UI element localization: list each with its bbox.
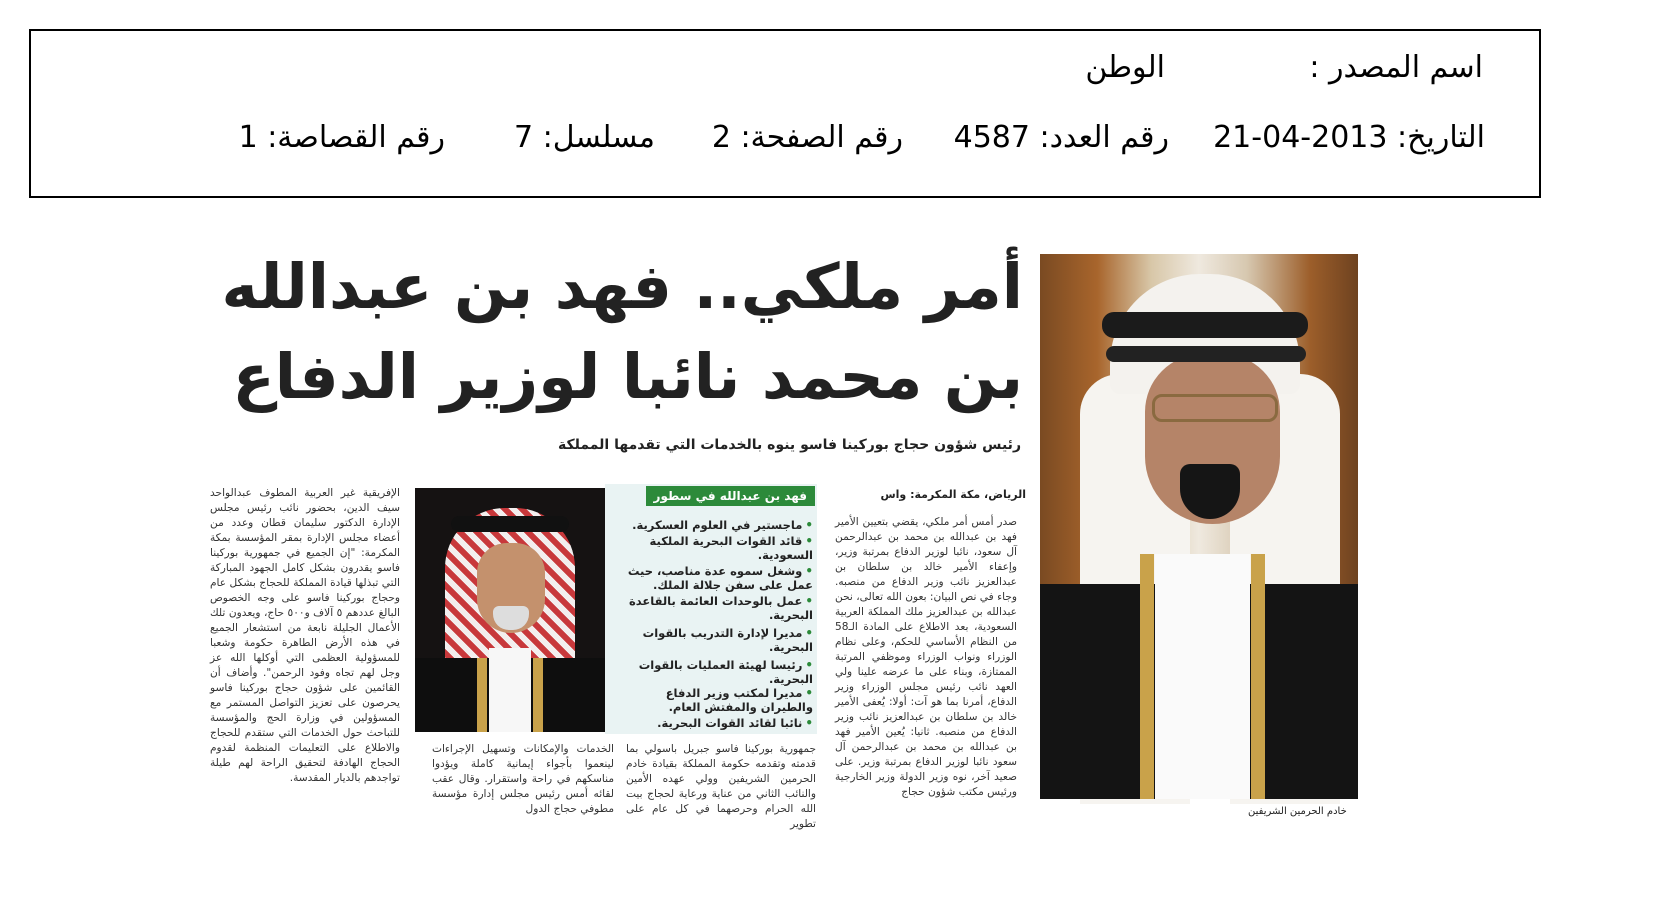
sidebar-item: •وشغل سموه عدة مناصب، حيث عمل على سفن جلالة الملك. [627,564,813,592]
subheadline: رئيس شؤون حجاج بوركينا فاسو ينوه بالخدمات التي تقدمها المملكة [558,437,1021,453]
sidebar-item: •مديرا لإدارة التدريب بالقوات البحرية. [642,626,813,654]
source-value: الوطن [1085,50,1165,85]
dateline: الرياض، مكة المكرمة: واس [880,488,1026,501]
sidebar-item: •رئيسا لهيئة العمليات بالقوات البحرية. [638,658,813,686]
sidebar-item: •ماجستير في العلوم العسكرية. [632,518,813,532]
bio-sidebar [605,484,817,734]
date-label: التاريخ: 2013-04-21 [1213,120,1485,155]
sidebar-item: •قائد القوات البحرية الملكية السعودية. [649,534,813,562]
king-photo [1040,254,1358,799]
article-column-4: الإفريقية غير العربية المطوف عبدالواحد سيف الدين، بحضور نائب رئيس مجلس الإدارة الدكتور سليمان قطان وعدد من أعضاء مجلس الإدارة بمقر المؤسسة بمكة المكرمة: "إن الجميع في جمهورية بوركينا فاسو يقدرون بشكل كامل الجهود المباركة التي تبذلها قيادة المملكة للحجاج بشكل عام وحجاج بوركينا فاسو على وجه الخصوص البالغ عددهم ٥ آلاف و٥٠٠ حاج، ويعدون تلك الأعمال الجليلة نابعة من استشعار الجميع في هذه الأرض الطاهرة حكومة وشعبا للمسؤولية العظمى التي أوكلها الله عز وجل لهم تجاه وفود الرحمن". وأضاف أن القائمين على شؤون حجاج بوركينا فاسو يحرصون على تعزيز التواصل المستمر مع المسؤولين في وزارة الحج والمؤسسة للتباحث حول الخدمات التي ستقدم للحجاج والاطلاع على التعليمات المنظمة لقدوم الحجاج الهادفة لتحقيق الراحة لهم طيلة تواجدهم بالديار المقدسة. [210,487,400,784]
article-column-2: جمهورية بوركينا فاسو جبريل باسولي بما قدمته وتقدمه حكومة المملكة بقيادة خادم الحرمين الشريفين وولي عهده الأمين والنائب الثاني من عناية ورعاية لحجاج بيت الله الحرام وحرصهما في كل عام على تطوير [626,743,816,830]
clip-label: رقم القصاصة: 1 [238,120,445,155]
sidebar-item: •نائبا لقائد القوات البحرية. [657,716,813,730]
serial-label: مسلسل: 7 [514,120,655,155]
headline-line-2: بن محمد نائبا لوزير الدفاع [232,340,1023,413]
issue-label: رقم العدد: 4587 [953,120,1169,155]
headline-line-1: أمر ملكي.. فهد بن عبدالله [221,250,1023,323]
article-column-3: الخدمات والإمكانات وتسهيل الإجراءات لينعموا بأجواء إيمانية كاملة ويؤدوا مناسكهم في راحة واستقرار. وقال عقب لقائه أمس رئيس مجلس إدارة مؤسسة مطوفي حجاج الدول [432,743,614,815]
page-label: رقم الصفحة: 2 [711,120,903,155]
sidebar-title: فهد بن عبدالله في سطور [646,486,815,506]
sidebar-item: •عمل بالوحدات العائمة بالقاعدة البحرية. [628,594,813,622]
article-column-1: صدر أمس أمر ملكي، يقضي بتعيين الأمير فهد بن عبدالله بن محمد بن عبدالرحمن آل سعود، نائبا لوزير الدفاع بمرتبة وزير، وإعفاء الأمير خالد بن سلطان بن عبدالعزيز نائب وزير الدفاع من منصبه. وجاء في نص البيان: بعون الله تعالى، نحن عبدالله بن عبدالعزيز ملك المملكة العربية السعودية، بعد الاطلاع على المادة الـ58 من النظام الأساسي للحكم، وعلى نظام الوزراء ونواب الوزراء وموظفي المرتبة الممتازة، وبناء على ما عرضه علينا ولي العهد نائب رئيس مجلس الوزراء وزير الدفاع، أمرنا بما هو آت: أولا: يُعفى الأمير خالد بن سلطان بن عبدالعزيز نائب وزير الدفاع من منصبه. ثانيا: يُعين الأمير فهد بن عبدالله بن محمد بن عبدالرحمن آل سعود نائبا لوزير الدفاع بمرتبة وزير. على صعيد آخر، نوه وزير الدولة وزير الخارجية ورئيس مكتب شؤون حجاج [835,516,1017,798]
sidebar-item: •مديرا لمكتب وزير الدفاع والطيران والمفتش العام. [665,686,813,714]
photo-caption: خادم الحرمين الشريفين [1248,806,1347,817]
source-label: اسم المصدر : [1309,50,1483,85]
fahd-bin-abdullah-photo [415,488,605,732]
